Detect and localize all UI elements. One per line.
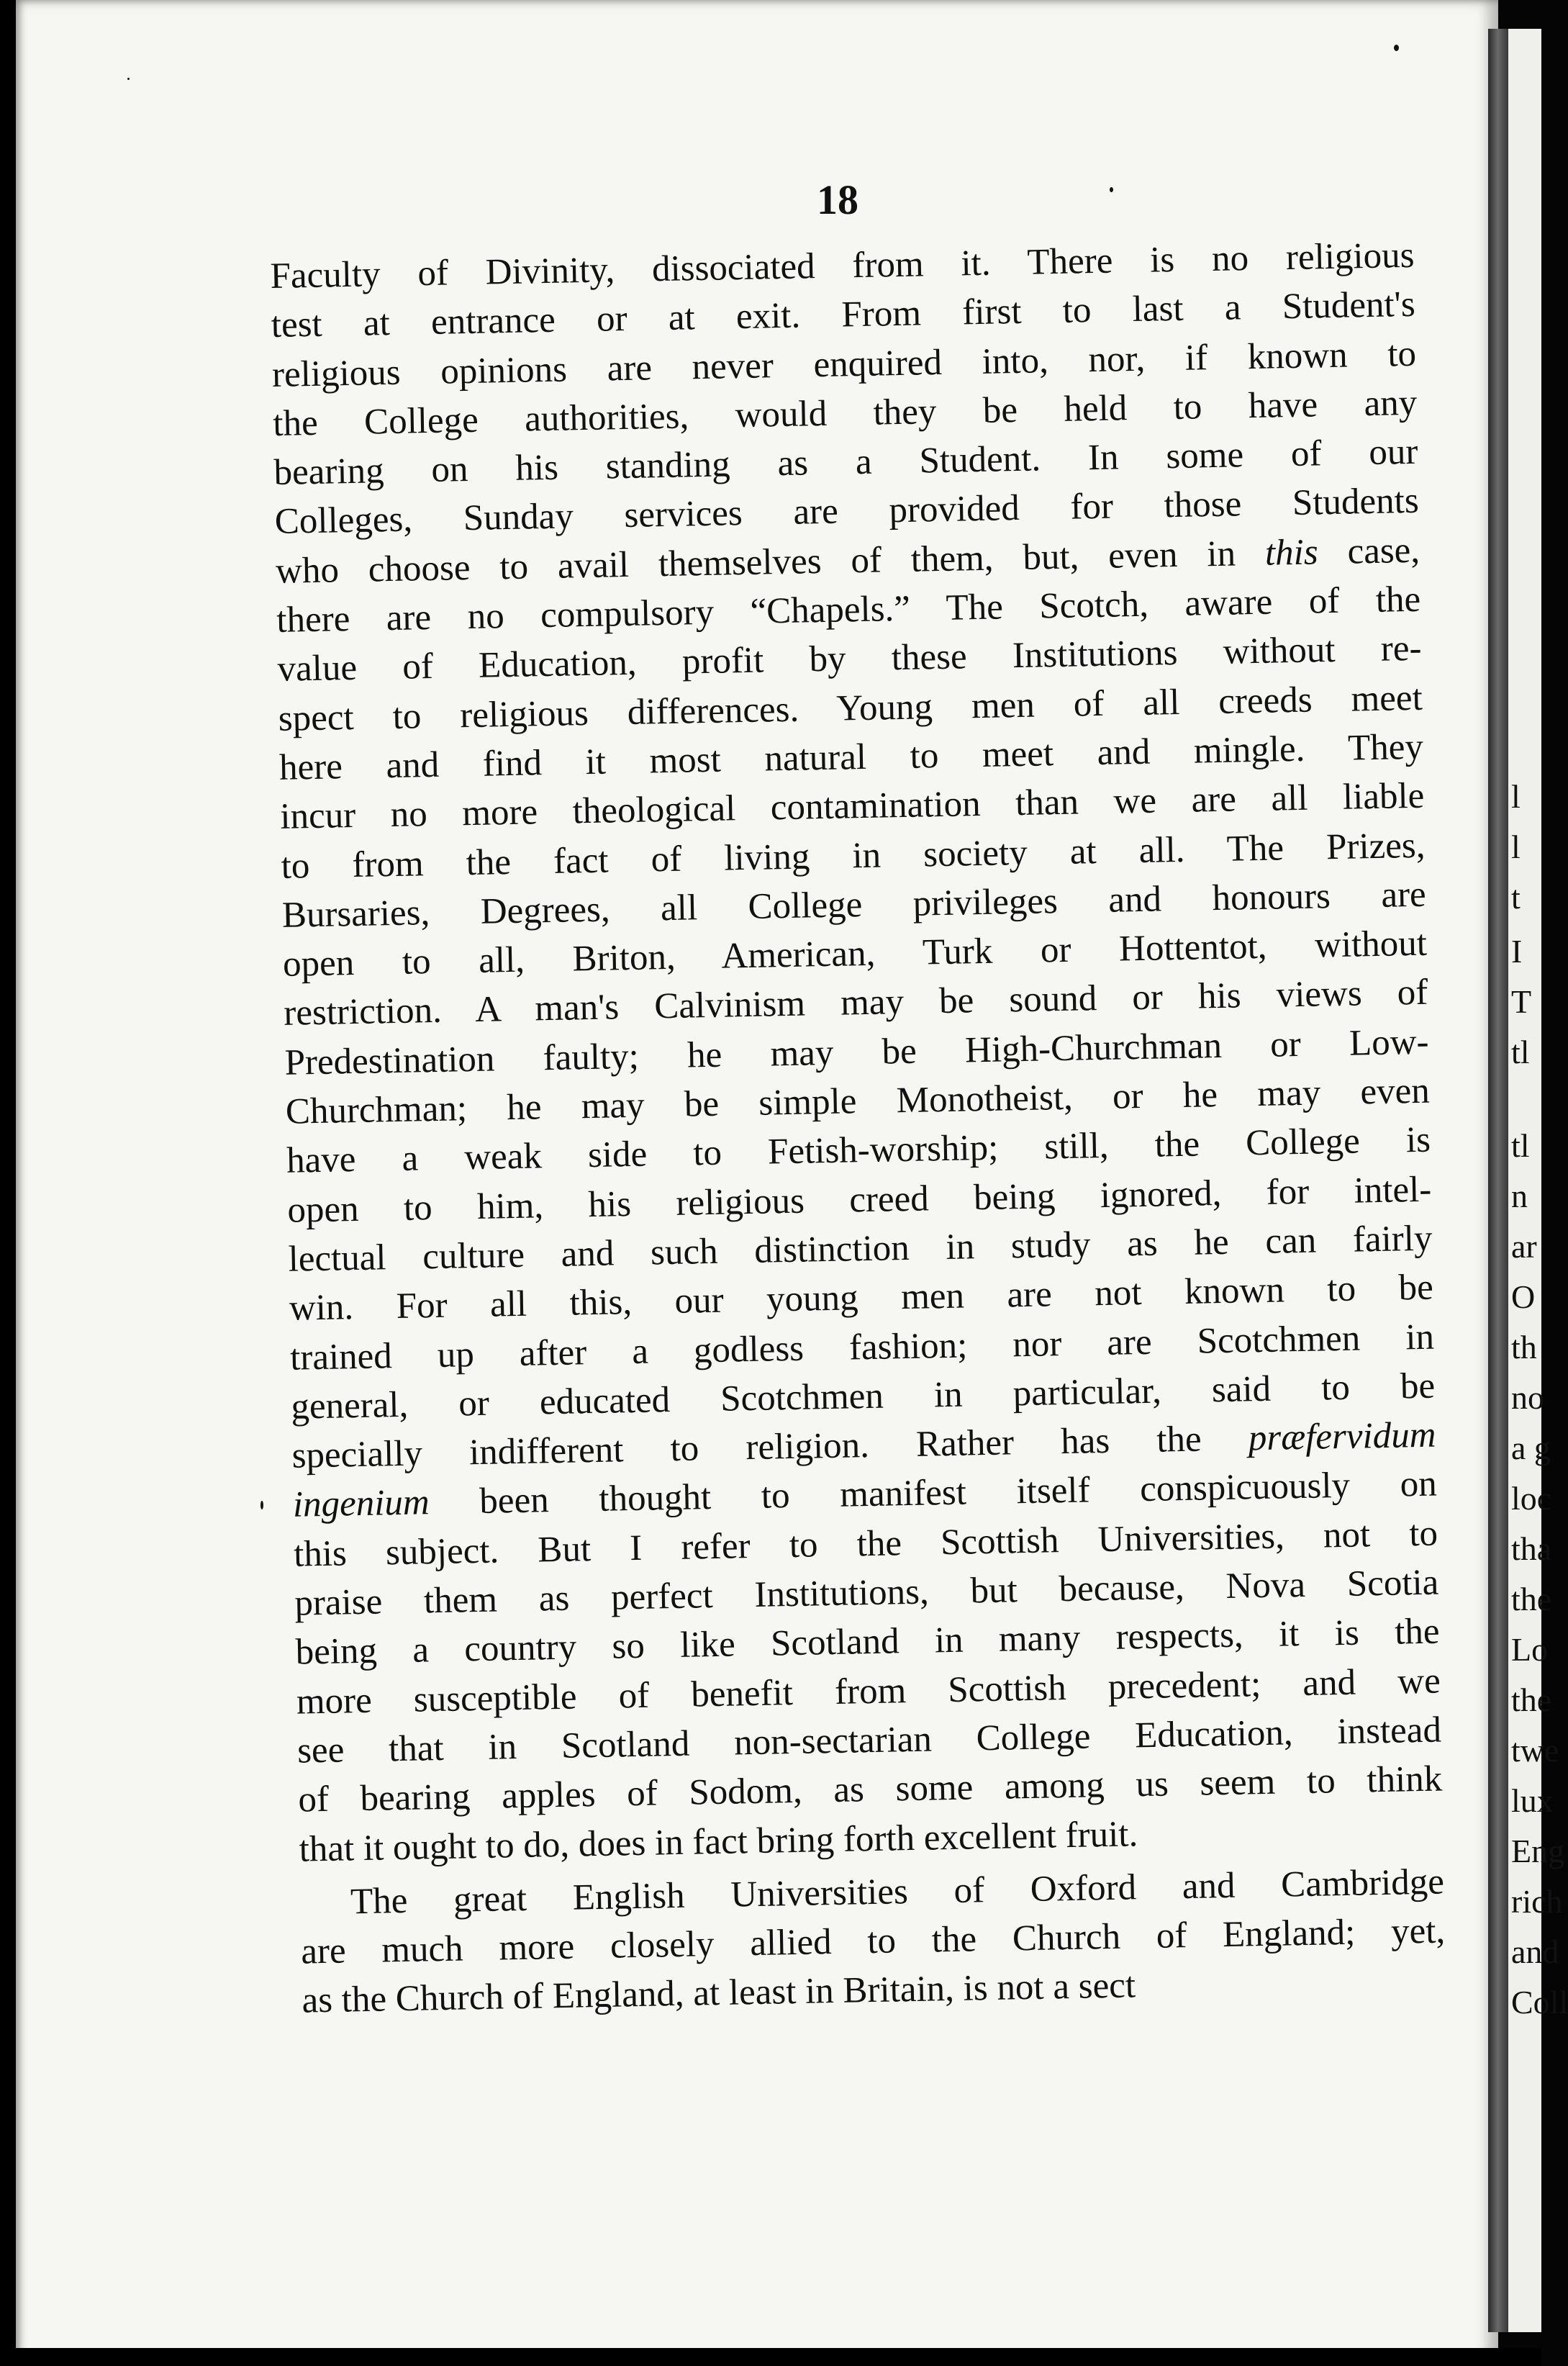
text-line: The great English Universities of Oxford and Cambridge <box>350 1861 1445 1923</box>
facing-page-fragment: Lo <box>1511 1631 1549 1668</box>
text-line: who choose to avail themselves of them, but, even in this case, <box>275 530 1420 592</box>
facing-page-fragment: no <box>1511 1379 1544 1416</box>
facing-page-fragment: tha <box>1511 1530 1552 1567</box>
text-line: open to him, his religious creed being ignored, for intel- <box>286 1169 1432 1231</box>
facing-page-fragment: I <box>1511 933 1523 970</box>
page-number: 18 <box>817 176 858 223</box>
text-line: Predestination faulty; he may be High-Churchman or Low- <box>284 1021 1429 1083</box>
ink-speck <box>260 1501 263 1509</box>
text-line: are much more closely allied to the Church of England; yet, <box>300 1910 1446 1972</box>
text-line: Churchman; he may be simple Monotheist, or he may even <box>285 1070 1431 1132</box>
text-line: open to all, Briton, American, Turk or Hottentot, without <box>282 923 1428 985</box>
facing-page-fragment: Eng <box>1511 1833 1565 1869</box>
facing-page-fragment: ar <box>1511 1228 1537 1265</box>
text-line: religious opinions are never enquired into, nor, if known to <box>271 333 1417 395</box>
text-line: praise them as perfect Institutions, but because, Nova Scotia <box>294 1562 1439 1624</box>
facing-page-fragment: loc <box>1511 1480 1552 1517</box>
text-line: have a weak side to Fetish-worship; still, the College is <box>286 1119 1431 1182</box>
body-text <box>270 231 1446 2026</box>
text-line: being a country so like Scotland in many respects, it is the <box>295 1611 1440 1673</box>
text-line: spect to religious differences. Young men of all creeds meet <box>278 677 1423 739</box>
facing-page-fragment: rich <box>1511 1883 1563 1920</box>
text-line: ingenium been thought to manifest itself conspicuously on <box>292 1463 1438 1526</box>
text-line: restriction. A man's Calvinism may be sound or his views of <box>283 972 1428 1034</box>
text-line: Faculty of Divinity, dissociated from it. There is no religious <box>270 235 1415 297</box>
text-line: see that in Scotland non-sectarian College Education, instead <box>296 1710 1442 1771</box>
facing-page-fragment: the <box>1511 1581 1552 1617</box>
facing-page-fragment: l <box>1511 828 1521 865</box>
text-line: trained up after a godless fashion; nor are Scotchmen in <box>289 1317 1435 1378</box>
facing-page-fragment: tl <box>1511 1034 1530 1070</box>
facing-page-fragment: n <box>1511 1178 1528 1214</box>
text-line: more susceptible of benefit from Scottish precedent; and we <box>296 1661 1441 1722</box>
facing-page-fragment: t <box>1511 879 1521 916</box>
facing-page-fragment: tl <box>1511 1127 1530 1164</box>
text-line: general, or educated Scotchmen in particular, said to be <box>290 1365 1436 1427</box>
ink-speck <box>1110 187 1113 192</box>
text-line: win. For all this, our young men are not known to be <box>289 1267 1434 1329</box>
text-line: bearing on his standing as a Student. In some of our <box>273 432 1418 494</box>
text-line: Bursaries, Degrees, all College privileges and honours are <box>281 874 1427 936</box>
text-line: lectual culture and such distinction in study as he can fairly <box>288 1218 1433 1280</box>
text-line: incur no more theological contamination than we are all liable <box>279 775 1425 838</box>
text-line: this subject. But I refer to the Scottish Universities, not to <box>293 1513 1438 1575</box>
text-line: as the Church of England, at least in Britain, is not a sect <box>302 1965 1136 2021</box>
text-line: value of Education, profit by these Institutions without re- <box>277 628 1422 690</box>
facing-page-fragment: th <box>1511 1329 1537 1365</box>
facing-page-fragment: and <box>1511 1933 1559 1970</box>
facing-page-fragment: O <box>1511 1278 1536 1315</box>
text-line: here and find it most natural to meet and mingle. They <box>278 726 1424 788</box>
ink-speck <box>1394 45 1399 51</box>
facing-page-edge <box>1508 29 1568 2332</box>
facing-page-fragment: a g <box>1511 1430 1551 1466</box>
scan-left-edge <box>0 0 16 2366</box>
scan-bottom-edge <box>0 2348 1541 2366</box>
text-line: test at entrance or at exit. From first to last a Student's <box>271 284 1416 346</box>
text-line: that it ought to do, does in fact bring forth excellent fruit. <box>299 1813 1138 1870</box>
facing-page-fragment: the <box>1511 1681 1552 1718</box>
text-line: the College authorities, would they be held to have any <box>272 382 1418 444</box>
facing-page-fragment: T <box>1511 983 1532 1020</box>
text-line: there are no compulsory “Chapels.” The Scotch, aware of the <box>276 579 1421 641</box>
facing-page-fragment: l <box>1511 778 1521 815</box>
text-line: Colleges, Sunday services are provided for those Students <box>274 481 1420 543</box>
text-line: specially indifferent to religion. Rather has the præfervidum <box>291 1414 1436 1476</box>
text-line: of bearing apples of Sodom, as some among us seem to think <box>297 1758 1443 1820</box>
facing-page-fragment: Coll <box>1511 1984 1568 2020</box>
ink-speck <box>127 78 130 80</box>
facing-page-fragment: twe <box>1511 1732 1559 1769</box>
facing-page-fragment: lux <box>1511 1782 1554 1819</box>
text-line: to from the fact of living in society at all. The Prizes, <box>281 825 1426 887</box>
